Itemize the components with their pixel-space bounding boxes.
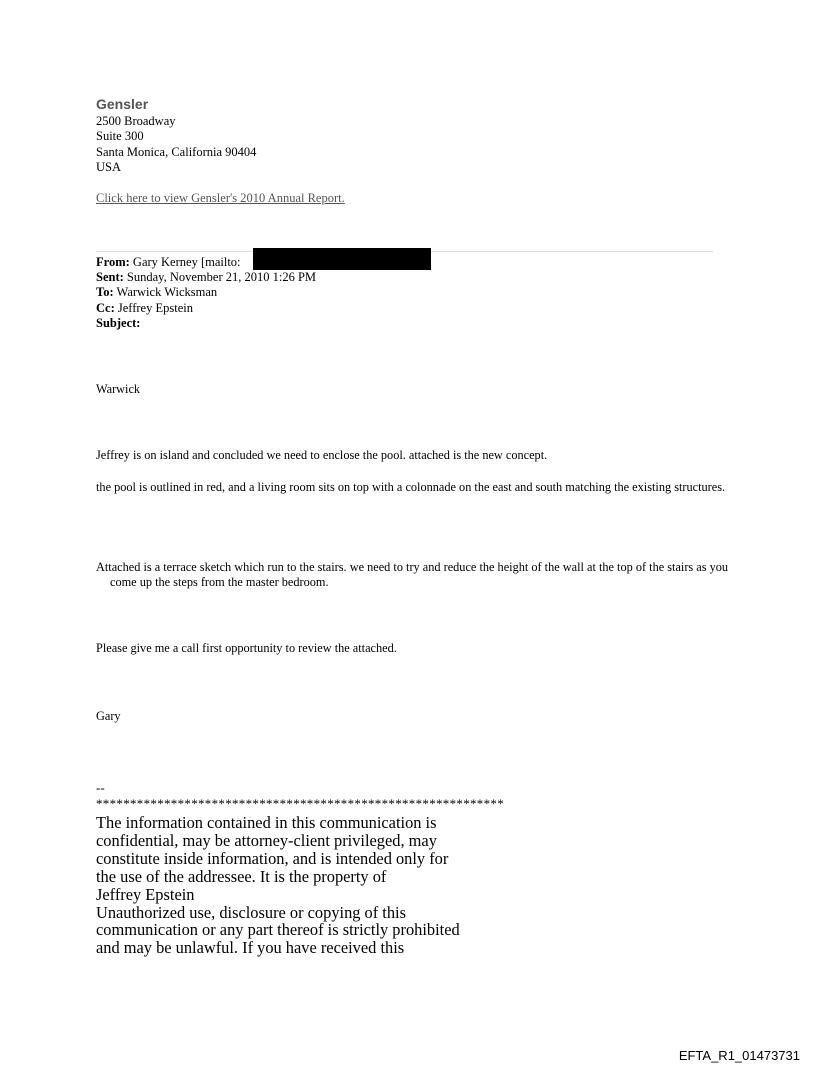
body-paragraph: Attached is a terrace sketch which run to the stairs. we need to try and reduce the height of the wall at the top of the stairs as you come up the steps from the master bedroom. [96, 560, 729, 590]
disclaimer-line: communication or any part thereof is strictly prohibited [96, 920, 460, 940]
asterisk-divider: ************************************************************ [96, 796, 504, 811]
signoff: Gary [96, 709, 121, 723]
disclaimer-line: confidential, may be attorney-client privileged, may [96, 830, 437, 850]
disclaimer-line: constitute inside information, and is intended only for [96, 848, 449, 868]
sent-label: Sent: [96, 270, 124, 285]
to-value: Warwick Wicksman [116, 285, 218, 300]
to-row [96, 285, 316, 300]
address-line: 2500 Broadway [96, 114, 176, 128]
body-paragraph: the pool is outlined in red, and a living room sits on top with a colonnade on the east and south matching the existing structures. [96, 480, 726, 494]
cc-value: Jeffrey Epstein [117, 300, 193, 315]
confidentiality-disclaimer [96, 814, 460, 957]
greeting: Warwick [96, 382, 141, 396]
to-label: To: [96, 285, 114, 300]
subject-row [96, 316, 316, 331]
sent-row [96, 270, 316, 285]
redaction-box [253, 248, 431, 270]
cc-row [96, 301, 316, 316]
annual-report-link[interactable]: Click here to view Gensler's 2010 Annual Report. [96, 191, 345, 205]
sent-value: Sunday, November 21, 2010 1:26 PM [126, 270, 317, 285]
from-value: Gary Kerney [mailto: [132, 255, 241, 269]
from-label: From: [96, 255, 130, 269]
document-id: EFTA_R1_01473731 [678, 1048, 800, 1063]
cc-label: Cc: [96, 300, 115, 315]
body-paragraph: Jeffrey is on island and concluded we need to enclose the pool. attached is the new concept. [96, 448, 548, 462]
company-name: Gensler [96, 96, 149, 112]
address-line: USA [96, 159, 122, 174]
disclaimer-line: The information contained in this communication is [96, 813, 437, 832]
disclaimer-line: the use of the addressee. It is the property of [96, 866, 387, 886]
disclaimer-line: and may be unlawful. If you have received this [96, 938, 405, 958]
disclaimer-line: Jeffrey Epstein [96, 884, 195, 904]
address-line: Santa Monica, California 90404 [96, 144, 257, 159]
address-line: Suite 300 [96, 129, 144, 144]
subject-label: Subject: [96, 315, 141, 330]
disclaimer-line: Unauthorized use, disclosure or copying of this [96, 902, 406, 922]
company-address [96, 114, 256, 175]
body-paragraph: Please give me a call first opportunity to review the attached. [96, 641, 397, 655]
signature-separator: -- [96, 780, 105, 795]
